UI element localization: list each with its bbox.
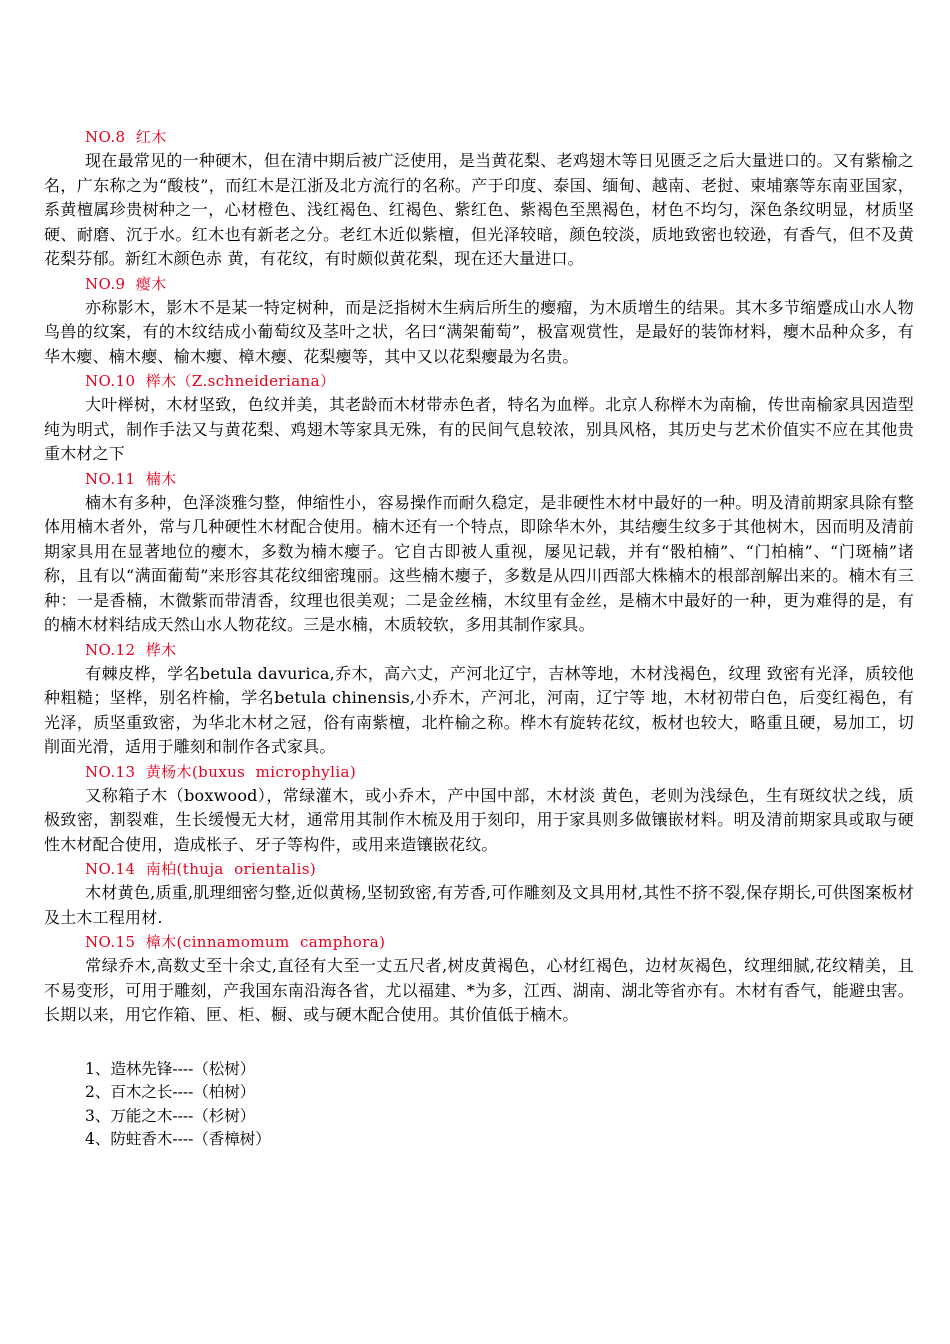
- entry-body-text: 现在最常见的一种硬木，但在清中期后被广泛使用，是当黄花梨、老鸡翅木等日见匮乏之后大量进口的。又有紫榆之名，广东称之为“酸枝”，而红木是江浙及北方流行的名称。产于印度、泰国、缅甸、越南、老挝、柬埔寨等东南亚国家，系黄檀属珍贵树种之一，心材橙色、浅红褐色、红褐色、紫红色、紫褐色至黑褐色，材色不均匀，深色条纹明显，材质坚硬、耐磨、沉于水。红木也有新老之分。老红木近似紫檀，但光泽较暗，颜色较淡，质地致密也较逊，有香气，但不及黄花梨芬郁。新红木颜色赤 黄，有花纹，有时颇似黄花梨，现在还大量进口。: [44, 151, 914, 268]
- entry-body-text: 有棘皮桦，学名betula davurica,乔木，高六丈，产河北辽宁，吉林等地，木材浅褐色，纹理 致密有光泽，质较他种粗糙；坚桦，别名杵榆，学名betula chinensis,小乔木，产河北，河南，辽宁等 地，木材初带白色，后变红褐色，有光泽，质坚重致密，为华北木材之冠，俗有南紫檀，北杵榆之称。桦木有旋转花纹，板材也较大，略重且硬，易加工，切削面光滑，适用于雕刻和制作各式家具。: [44, 663, 914, 756]
- summary-list: [85, 1058, 914, 1152]
- entry-heading: NO.10 榉木（Z.schneideriana）: [85, 372, 336, 390]
- entry-body: [44, 393, 914, 467]
- entry-body-text: 常绿乔木,高数丈至十余丈,直径有大至一丈五尺者,树皮黄褐色，心材红褐色，边材灰褐色，纹理细腻,花纹精美，且不易变形，可用于雕刻，产我国东南沿海各省，尤以福建、*为多，江西、湖南、湖北等省亦有。木材有香气，能避虫害。长期以来，用它作箱、匣、柜、橱、或与硬木配合使用。其价值低于楠木。: [44, 956, 914, 1024]
- entry-heading: NO.11 楠木: [85, 469, 177, 488]
- wood-entry-nanbai: [44, 857, 914, 930]
- wood-entry-yingmu: [44, 272, 914, 370]
- list-item: 4、防蛀香木----（香樟树）: [85, 1130, 271, 1148]
- entry-heading: NO.13 黄杨木(buxus microphylia): [85, 762, 357, 781]
- entry-body: [44, 149, 914, 272]
- wood-entry-nanmu: [44, 467, 914, 638]
- list-item: 1、造林先锋----（松树）: [85, 1059, 256, 1078]
- wood-entry-huangyang: [44, 760, 914, 858]
- wood-entry-hongmu: [44, 125, 914, 272]
- entry-body-text: 楠木有多种，色泽淡雅匀整，伸缩性小，容易操作而耐久稳定，是非硬性木材中最好的一种。明及清前期家具除有整体用楠木者外，常与几种硬性木材配合使用。楠木还有一个特点，即除华木外，其结瘿生纹多于其他树木，因而明及清前期家具用在显著地位的瘿木，多数为楠木瘿子。它自古即被人重视，屡见记载，并有“骰柏楠”、“门柏楠”、“门斑楠”诸称，且有以“满面葡萄”来形容其花纹细密瑰丽。这些楠木瘿子，多数是从四川西部大株楠木的根部剖解出来的。楠木有三种：一是香楠，木微紫而带清香，纹理也很美观；二是金丝楠，木纹里有金丝，是楠木中最好的一种，更为难得的是，有的楠木材料结成天然山水人物花纹。三是水楠，木质较软，多用其制作家具。: [44, 492, 914, 634]
- entry-body: [44, 662, 914, 760]
- entry-body: [44, 491, 914, 638]
- wood-entry-zhangmu: [44, 930, 914, 1028]
- entry-body-text: 又称箱子木（boxwood），常绿灌木，或小乔木，产中国中部，木材淡 黄色，老则为浅绿色，生有斑纹状之线，质极致密，割裂难，生长缓慢无大材，通常用其制作木梳及用于刻印，用于家具则多做镶嵌材料。明及清前期家具或取与硬性木材配合使用，造成枨子、牙子等构件，或用来造镶嵌花纹。: [44, 785, 914, 854]
- entry-heading: NO.12 桦木: [85, 640, 177, 659]
- entry-body-text: 木材黄色,质重,肌理细密匀整,近似黄杨,坚韧致密,有芳香,可作雕刻及文具用材,其性不挤不裂,保存期长,可供图案板材及土木工程用材.: [44, 883, 914, 927]
- entry-heading: NO.14 南柏(thuja orientalis): [85, 860, 317, 878]
- entry-body: [44, 881, 914, 930]
- entry-body: [44, 296, 914, 370]
- entry-body: [44, 954, 914, 1028]
- entry-body-text: 亦称影木，影木不是某一特定树种，而是泛指树木生病后所生的瘿瘤，为木质增生的结果。其木多节缩蹙成山水人物鸟兽的纹案，有的木纹结成小葡萄纹及茎叶之状，名曰“满架葡萄”，极富观赏性，是最好的装饰材料，瘿木品种众多，有华木瘿、楠木瘿、榆木瘿、樟木瘿、花梨瘿等，其中又以花梨瘿最为名贵。: [44, 297, 914, 366]
- entry-body-text: 大叶榉树，木材坚致，色纹并美，其老龄而木材带赤色者，特名为血榉。北京人称榉木为南榆，传世南榆家具因造型纯为明式，制作手法又与黄花梨、鸡翅木等家具无殊，有的民间气息较浓，别具风格，其历史与艺术价值实不应在其他贵重木材之下: [44, 395, 914, 463]
- entry-heading: NO.9 瘿木: [85, 274, 167, 293]
- wood-entry-huamu: [44, 638, 914, 760]
- entry-body: [44, 784, 914, 858]
- list-item: 2、百木之长----（柏树）: [85, 1083, 256, 1101]
- entry-heading: NO.8 红木: [85, 128, 167, 146]
- list-item: 3、万能之木----（杉树）: [85, 1106, 256, 1125]
- wood-entry-jumu: [44, 369, 914, 467]
- entry-heading: NO.15 樟木(cinnamomum camphora): [85, 933, 386, 951]
